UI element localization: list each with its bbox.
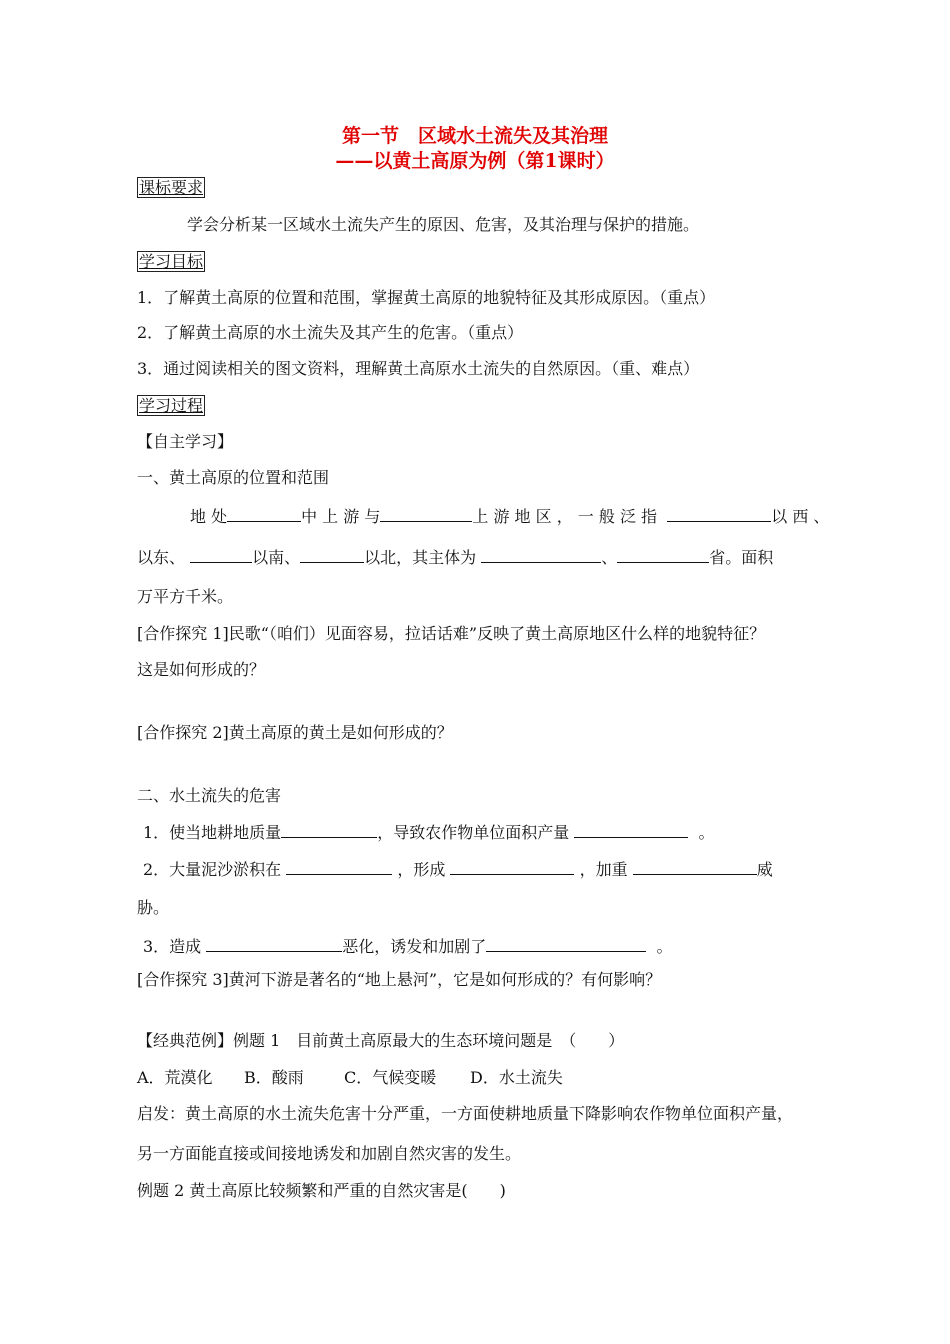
title-line-2: ——以黄土高原为例（第1课时） [335,150,615,172]
fill-text-e: 以东、 [137,548,186,567]
harm-line-2-cont: 胁。 [137,898,170,917]
heading-requirements-label: 课标要求 [139,178,204,197]
fill-text-d: 以 西 、 [771,507,830,526]
harm-3-text-a: 3．造成 [143,937,202,956]
harm-2-text-a: 2．大量泥沙淤积在 [143,860,282,879]
goal-2: 2．了解黄土高原的水土流失及其产生的危害。（重点） [137,323,524,342]
harm-2-text-c: ，加重 [579,860,628,879]
inquiry-3: [合作探究 3]黄河下游是著名的“地上悬河”，它是如何形成的？有何影响？ [137,970,662,989]
fill-text-i: 省。面积 [709,548,774,567]
inquiry-1-line-1: [合作探究 1]民歌“（咱们）见面容易，拉话话难”反映了黄土高原地区什么样的地貌特征？ [137,624,766,643]
harm-line-2 [143,858,773,880]
heading-goals-label: 学习目标 [139,252,204,271]
blank-field[interactable] [227,505,301,522]
harm-1-text-b: ，导致农作物单位面积产量 [377,823,570,842]
fill-text-g: 以北，其主体为 [364,548,477,567]
heading-process [137,396,205,416]
blank-field[interactable] [617,546,709,563]
harm-line-1 [143,821,714,843]
fill-line-2 [137,546,773,568]
fill-line-1 [190,505,829,527]
title-line-1: 第一节 区域水土流失及其治理 [341,125,608,147]
option-d: D．水土流失 [470,1068,563,1087]
fill-text-c: 上 游 地 区 ， 一 般 泛 指 [472,507,658,526]
requirements-text: 学会分析某一区域水土流失产生的原因、危害，及其治理与保护的措施。 [187,215,700,234]
blank-field[interactable] [281,821,377,838]
goal-1: 1．了解黄土高原的位置和范围，掌握黄土高原的地貌特征及其形成原因。（重点） [137,288,716,307]
self-study-label: 【自主学习】 [137,432,234,451]
fill-text-b: 中 上 游 与 [301,507,381,526]
option-c: C．气候变暖 [344,1068,437,1087]
hint-line-1: 启发：黄土高原的水土流失危害十分严重，一方面使耕地质量下降影响农作物单位面积产量， [137,1104,794,1123]
blank-field[interactable] [574,821,688,838]
option-a: A．荒漠化 [137,1068,213,1087]
hint-line-2: 另一方面能直接或间接地诱发和加剧自然灾害的发生。 [137,1144,522,1163]
blank-field[interactable] [667,505,771,522]
fill-line-3: 万平方千米。 [137,587,234,606]
blank-field[interactable] [190,546,252,563]
blank-field[interactable] [481,546,601,563]
blank-field[interactable] [633,858,757,875]
inquiry-1-line-2: 这是如何形成的？ [137,660,266,679]
harm-3-text-c: 。 [656,937,673,956]
harm-line-3 [143,935,672,957]
example-2: 例题 2 黄土高原比较频繁和严重的自然灾害是( ) [137,1181,506,1200]
fill-text-a: 地 处 [190,507,228,526]
blank-field[interactable] [206,935,342,952]
option-b: B．酸雨 [244,1068,304,1087]
goal-3: 3．通过阅读相关的图文资料，理解黄土高原水土流失的自然原因。（重、难点） [137,359,700,378]
harm-2-text-b: ，形成 [397,860,446,879]
section-2-title: 二、水土流失的危害 [137,786,282,805]
harm-1-text-a: 1．使当地耕地质量 [143,823,282,842]
harm-3-text-b: 恶化，诱发和加剧了 [342,937,487,956]
blank-field[interactable] [486,935,646,952]
fill-text-h: 、 [601,548,618,567]
heading-process-label: 学习过程 [139,396,204,415]
heading-requirements [137,178,205,198]
blank-field[interactable] [450,858,574,875]
example-1: 【经典范例】例题 1 目前黄土高原最大的生态环境问题是 （ ） [137,1031,625,1050]
inquiry-2: [合作探究 2]黄土高原的黄土是如何形成的？ [137,723,453,742]
fill-text-f: 以南、 [252,548,301,567]
harm-2-text-d: 威 [756,860,773,879]
heading-goals [137,252,205,272]
blank-field[interactable] [286,858,392,875]
blank-field[interactable] [380,505,472,522]
blank-field[interactable] [300,546,364,563]
harm-1-text-c: 。 [698,823,715,842]
section-1-title: 一、黄土高原的位置和范围 [137,468,330,487]
